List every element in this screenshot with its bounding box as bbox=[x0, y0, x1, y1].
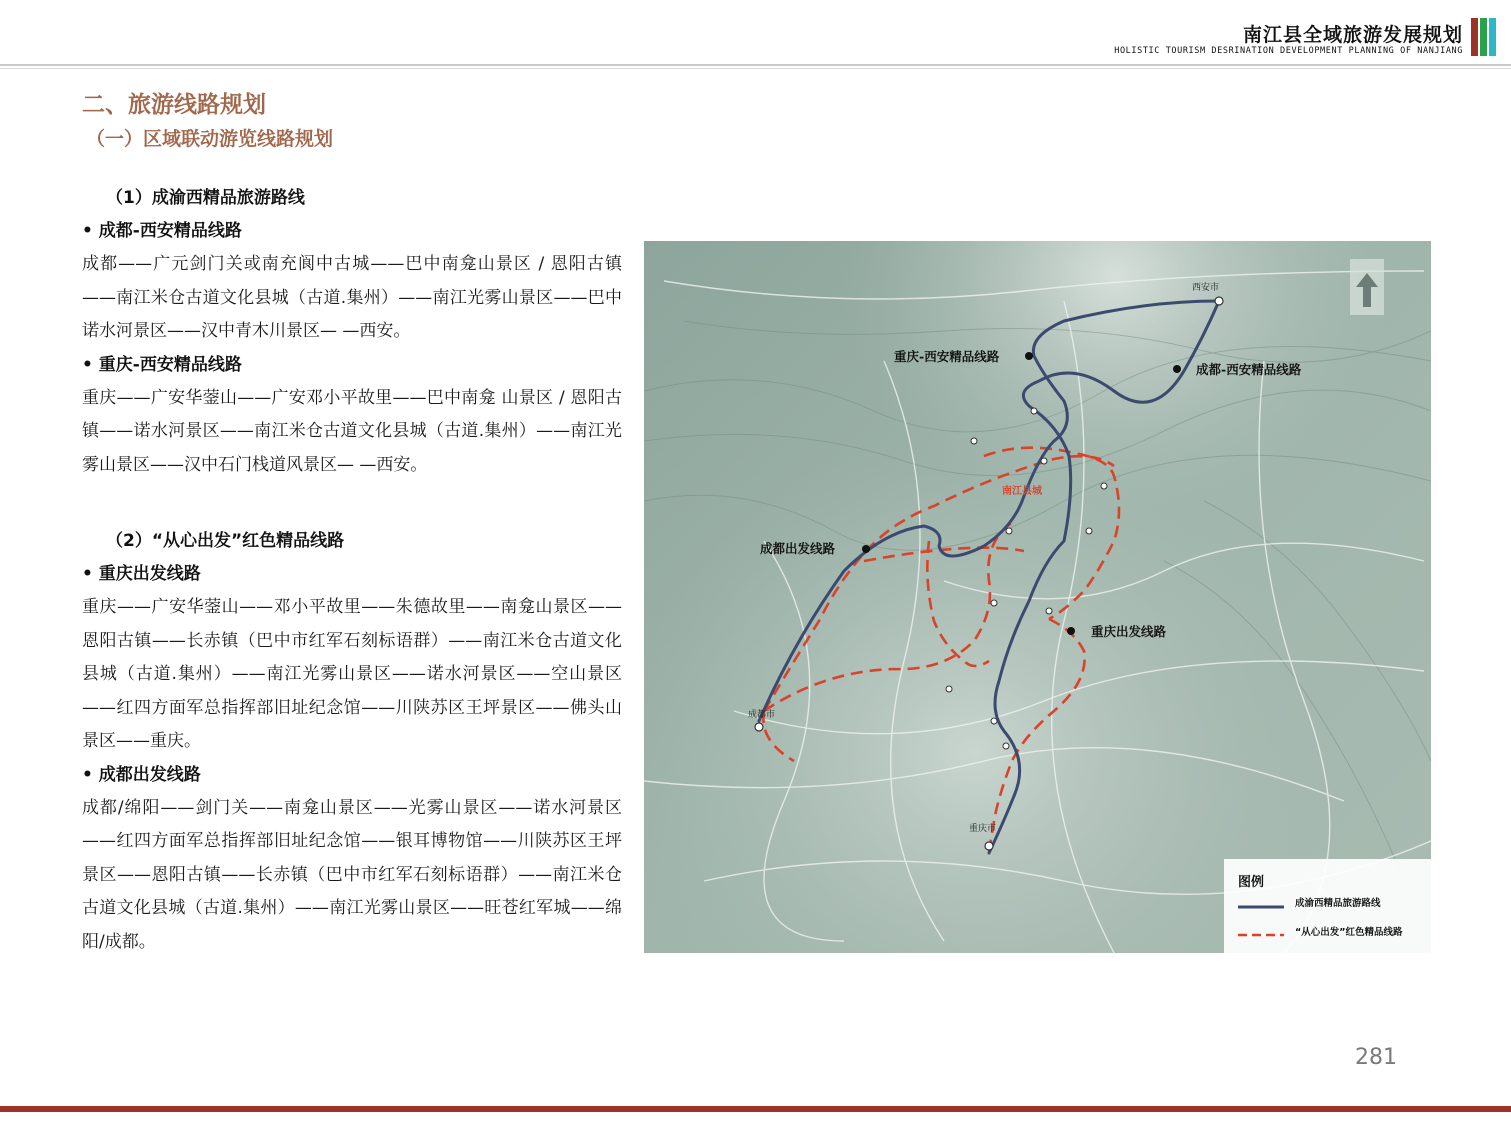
city-nanjiang: 南江县城 bbox=[1002, 486, 1042, 497]
subsection-heading: （一）区域联动游览线路规划 bbox=[86, 128, 334, 150]
city-chengdu-marker bbox=[755, 723, 763, 731]
north-arrow-icon bbox=[1350, 259, 1384, 315]
document-subtitle: HOLISTIC TOURISM DESRINATION DEVELOPMENT PLANNING OF NANJIANG bbox=[1114, 46, 1463, 56]
label-chongqing-xian: 重庆-西安精品线路 bbox=[894, 349, 1000, 364]
city-chengdu: 成都市 bbox=[748, 710, 776, 720]
route-chengdu-xian-text: 成都——广元剑门关或南充阆中古城——巴中南龛山景区 / 恩阳古镇——南江米仓古道文化县城（古道.集州）——南江光雾山景区——巴中诺水河景区——汉中青木川景区— —西安。 bbox=[82, 254, 622, 341]
section-heading: 二、旅游线路规划 bbox=[82, 92, 266, 118]
city-chongqing: 重庆市 bbox=[969, 824, 997, 834]
spot-marker bbox=[1003, 743, 1009, 749]
anchor-chongqing-xian bbox=[1025, 352, 1033, 360]
map-plain bbox=[644, 241, 1431, 953]
route-chongqing-xian-heading: • 重庆-西安精品线路 bbox=[82, 354, 242, 375]
header-divider bbox=[0, 64, 1511, 66]
spot-marker bbox=[991, 600, 997, 606]
label-chengdu-xian: 成都-西安精品线路 bbox=[1196, 362, 1302, 377]
section1-title: （1）成渝西精品旅游路线 bbox=[106, 188, 305, 208]
spot-marker bbox=[991, 718, 997, 724]
header-divider-thin bbox=[0, 68, 1511, 69]
bar-cyan bbox=[1489, 18, 1496, 56]
route-chengdu-start-text: 成都/绵阳——剑门关——南龛山景区——光雾山景区——诺水河景区——红四方面军总指挥部旧址纪念馆——银耳博物馆——川陕苏区王坪景区——恩阳古镇——长赤镇（巴中市红军石刻标语群）——南江米仓古道文化县城（古道.集州）——南江光雾山景区——旺苍红军城——绵阳/成都。 bbox=[82, 797, 622, 952]
spot-marker bbox=[1006, 528, 1012, 534]
route-chengdu-xian-heading: • 成都-西安精品线路 bbox=[82, 221, 242, 241]
bar-green bbox=[1480, 18, 1487, 56]
map-legend bbox=[1224, 859, 1431, 953]
legend-title: 图例 bbox=[1238, 875, 1265, 890]
spot-marker bbox=[1031, 408, 1037, 414]
city-xian-marker bbox=[1215, 297, 1223, 305]
section2-block bbox=[82, 525, 622, 959]
route-chongqing-start-text: 重庆——广安华蓥山——邓小平故里——朱德故里——南龛山景区——恩阳古镇——长赤镇（巴中市红军石刻标语群）——南江米仓古道文化县城（古道.集州）——南江光雾山景区——诺水河景区——空山景区——红四方面军总指挥部旧址纪念馆——川陕苏区王坪景区——佛头山景区——重庆。 bbox=[82, 597, 622, 751]
section1-block bbox=[82, 182, 622, 482]
route-chengdu-start-heading: • 成都出发线路 bbox=[82, 764, 201, 785]
anchor-chengdu-xian bbox=[1173, 365, 1181, 373]
city-chongqing-marker bbox=[985, 842, 993, 850]
legend-item-red: “从心出发”红色精品线路 bbox=[1295, 927, 1403, 938]
spot-marker bbox=[1101, 483, 1107, 489]
city-xian: 西安市 bbox=[1192, 283, 1220, 293]
spot-marker bbox=[1086, 528, 1092, 534]
route-map-svg bbox=[644, 241, 1431, 953]
spot-marker bbox=[946, 686, 952, 692]
anchor-chongqing-start bbox=[1067, 627, 1075, 635]
anchor-chengdu-start bbox=[862, 545, 870, 553]
label-chongqing-start: 重庆出发线路 bbox=[1091, 624, 1167, 639]
route-chongqing-xian-text: 重庆——广安华蓥山——广安邓小平故里——巴中南龛 山景区 / 恩阳古镇——诺水河景区——南江米仓古道文化县城（古道.集州）——南江光雾山景区——汉中石门栈道风景区— —西安。 bbox=[82, 387, 622, 475]
section2-title: （2）“从心出发”红色精品线路 bbox=[106, 531, 345, 551]
document-title: 南江县全域旅游发展规划 bbox=[1242, 24, 1463, 46]
spot-marker bbox=[971, 438, 977, 444]
route-chongqing-start-heading: • 重庆出发线路 bbox=[82, 564, 201, 584]
route-map bbox=[644, 241, 1431, 953]
header-color-bars bbox=[1471, 18, 1501, 58]
label-chengdu-start: 成都出发线路 bbox=[760, 541, 836, 556]
bar-red bbox=[1471, 18, 1478, 56]
spot-marker bbox=[1046, 608, 1052, 614]
page-number: 281 bbox=[1355, 1045, 1397, 1070]
footer-bar bbox=[0, 1106, 1511, 1112]
legend-item-blue: 成渝西精品旅游路线 bbox=[1295, 898, 1381, 909]
spot-marker bbox=[1041, 458, 1047, 464]
